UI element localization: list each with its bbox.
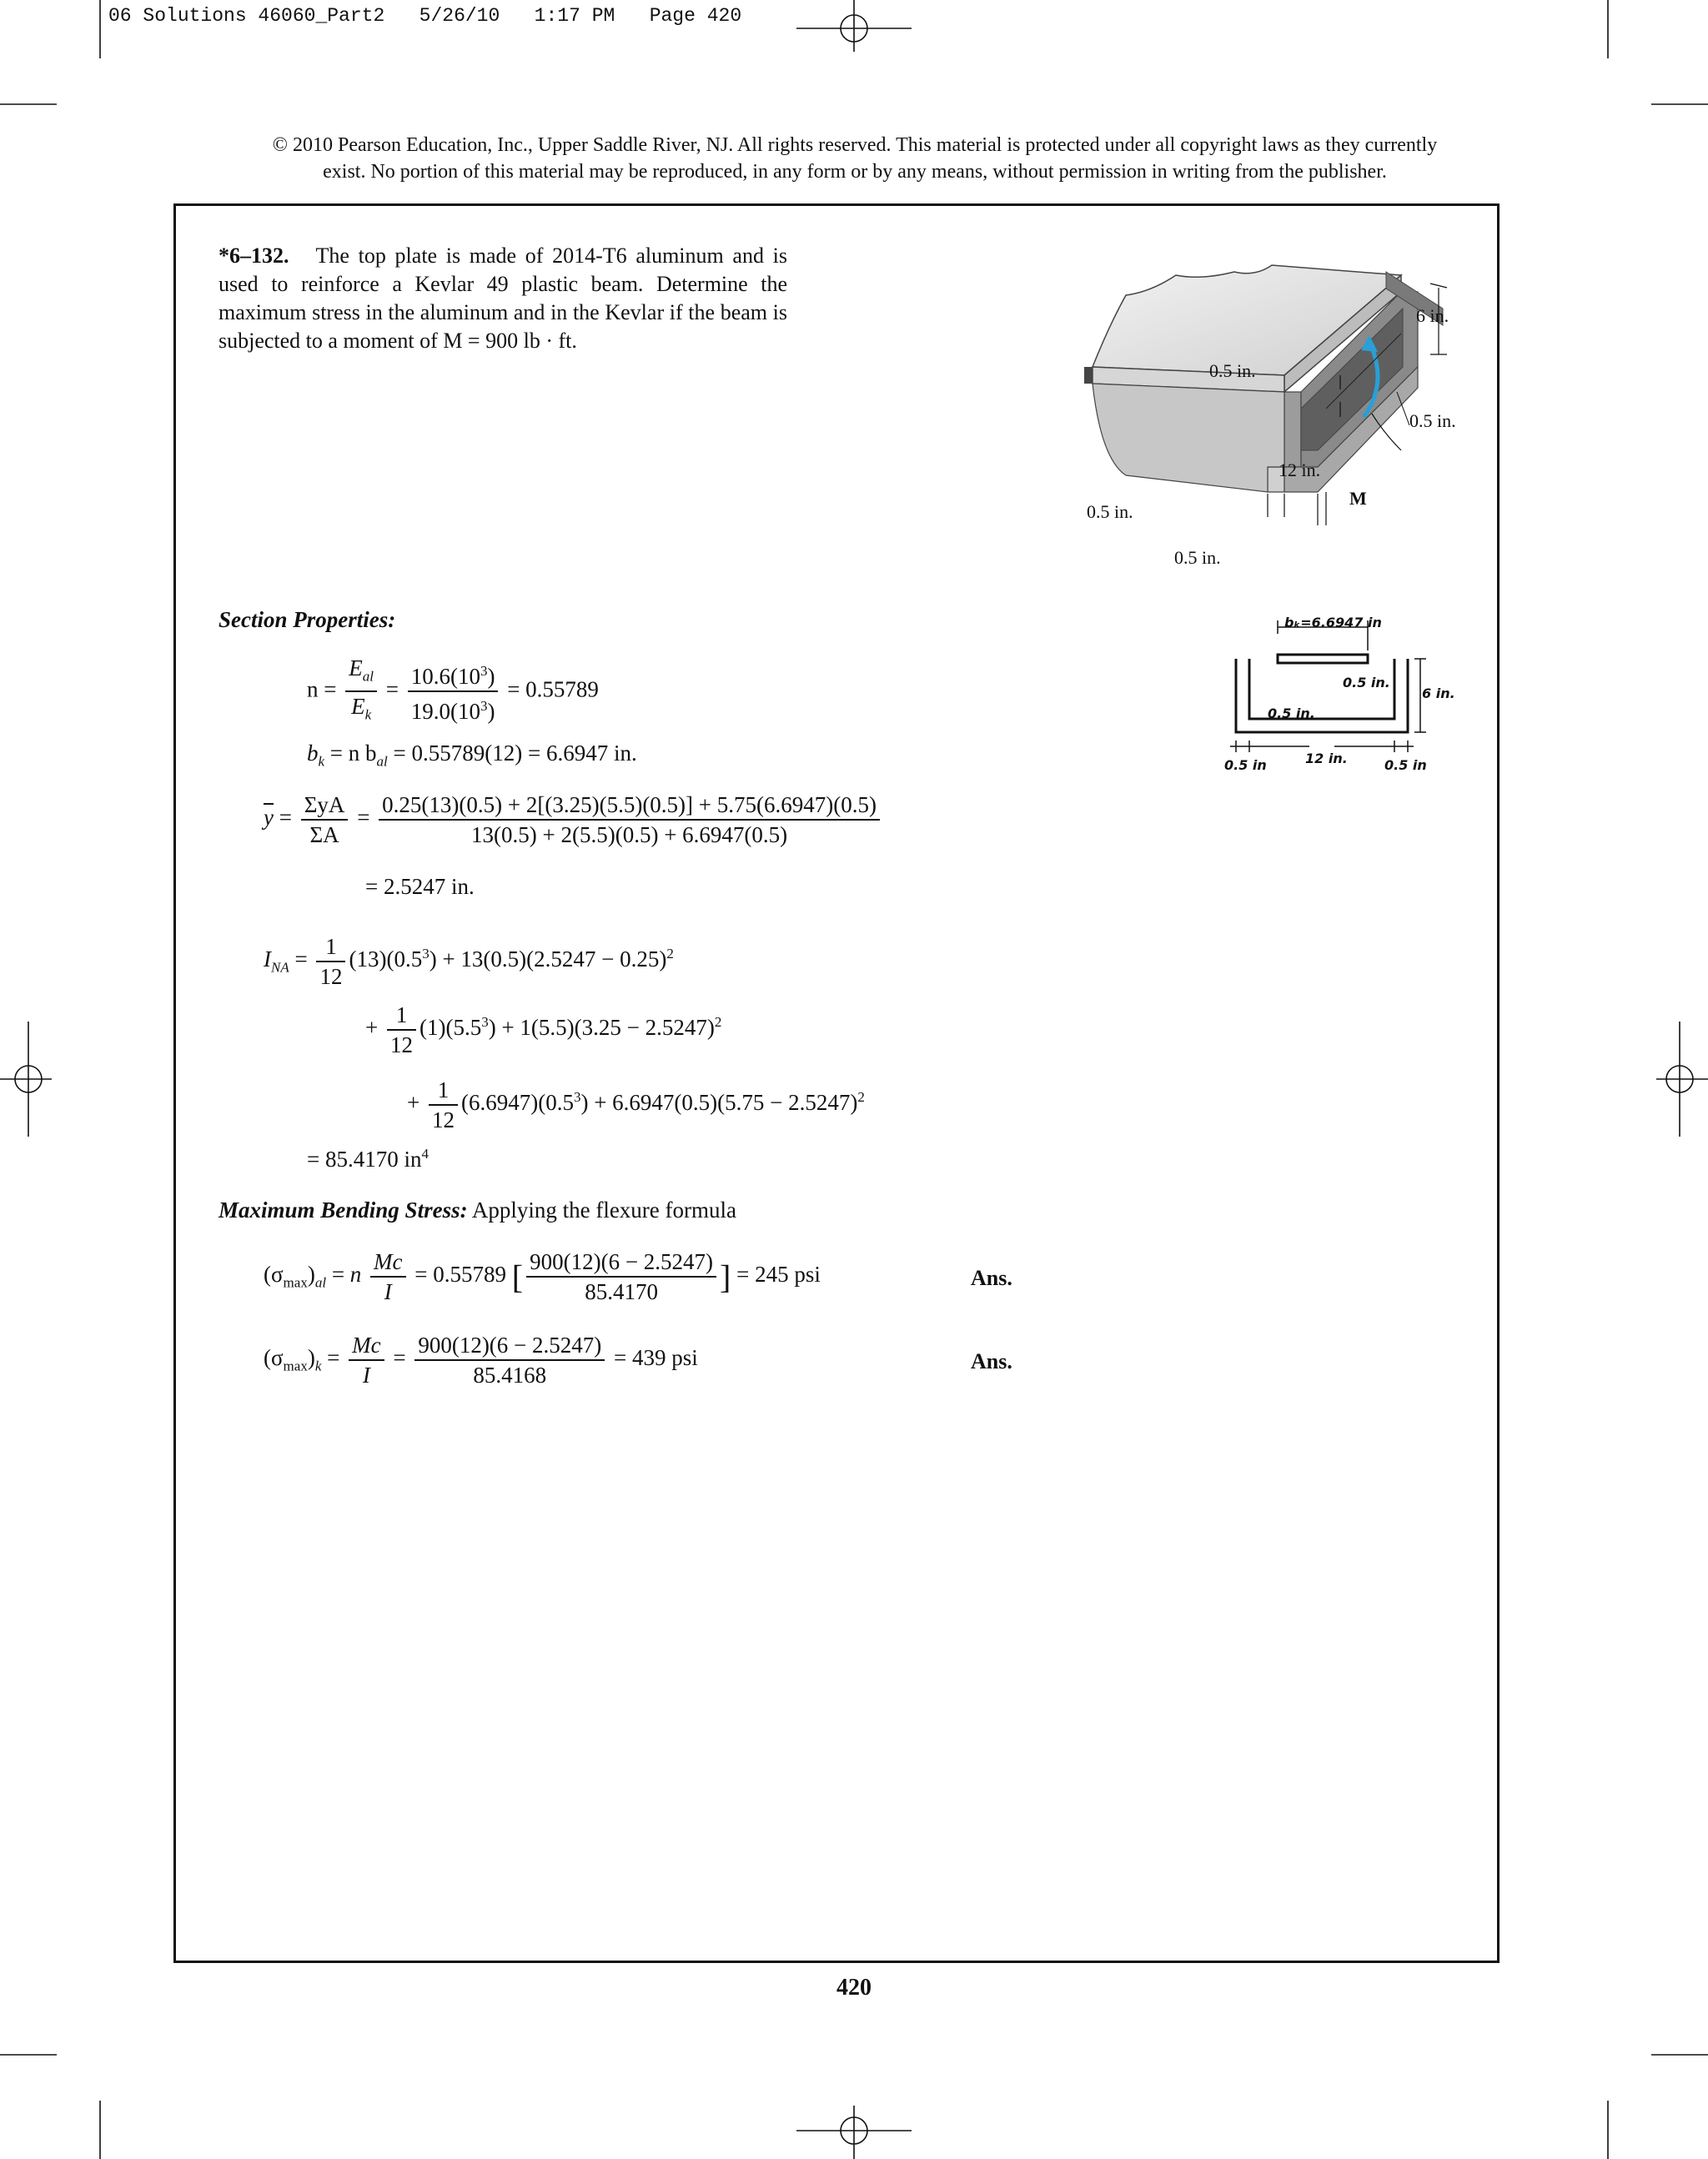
dim-0-5in-bottom: 0.5 in. bbox=[1174, 547, 1221, 568]
sigma-k-equation: $(\sigma_{max})_k$ = $\frac{Mc}{I}$ = $\frac{900(12)(6 - 2.5247)}{85.4168}$ = 439 psi bbox=[264, 1333, 698, 1388]
page-number: 420 bbox=[836, 1975, 872, 2001]
problem-statement bbox=[219, 242, 787, 355]
ybar-equation: $\overline{y}$ = $\frac{\text{ΣyA}}{\Sigma A}$ = $\frac{0.25(13)(0.5) + 2[(3.25)(5.5)(0.5)] + 5.75(6.6947)(0.5)}{13(0.5) + 2(5.5)(0.5) + 6.6947(0.5)}$ bbox=[264, 791, 883, 849]
ina-line-1: $I_{NA}$ = $\frac{1}{12}$ $(13)(0.5^3) + 13(0.5)(2.5247 - 0.25)^2$ bbox=[264, 934, 674, 989]
sketch-left: 0.5 in bbox=[1224, 757, 1267, 773]
problem-number: *6–132. bbox=[219, 244, 289, 268]
slug-line: 06 Solutions 46060_Part2 5/26/10 1:17 PM Page 420 bbox=[108, 5, 742, 27]
problem-text: The top plate is made of 2014-T6 aluminum and is used to reinforce a Kevlar 49 plastic beam. Determine the maximum stress in the aluminum and in the Kevlar if the beam is subjected to a moment of M = 900 lb · ft. bbox=[219, 244, 787, 353]
sigma-al-equation: $(\sigma_{max})_{al} = n$ $\frac{Mc}{I}$ = 0.55789 [ $\frac{900(12)(6 - 2.5247)}{85.4170}$ ] = 245 psi bbox=[264, 1249, 821, 1304]
sketch-bk-label: bₖ=6.6947 in bbox=[1284, 615, 1382, 630]
stress-heading: Maximum Bending Stress: Applying the flexure formula bbox=[219, 1197, 737, 1223]
dim-0-5in-left: 0.5 in. bbox=[1087, 501, 1133, 522]
answer-label-2: Ans. bbox=[971, 1349, 1012, 1373]
dim-0-5in-top: 0.5 in. bbox=[1209, 360, 1256, 381]
dim-12in: 12 in. bbox=[1278, 459, 1321, 480]
copyright-line-2: exist. No portion of this material may be reproduced, in any form or by any means, without permission in writing from the publisher. bbox=[323, 161, 1387, 183]
dim-6in: 6 in. bbox=[1416, 305, 1449, 326]
ina-line-3: + $\frac{1}{12}$ $(6.6947)(0.5^3) + 6.6947(0.5)(5.75 - 2.5247)^2$ bbox=[407, 1077, 865, 1132]
moment-label: M bbox=[1349, 488, 1367, 509]
section-heading: Section Properties: bbox=[219, 607, 396, 632]
sketch-0-5-inner: 0.5 in. bbox=[1268, 705, 1315, 721]
dim-0-5in-right: 0.5 in. bbox=[1409, 410, 1456, 431]
n-equation: n = $\frac{E_{al}}{E_k}$ = $\frac{10.6(10^3)}{19.0(10^3)}$ = 0.55789 bbox=[307, 655, 599, 725]
copyright-line-1: © 2010 Pearson Education, Inc., Upper Saddle River, NJ. All rights reserved. This material is protected under all copyright laws as they currently bbox=[272, 134, 1438, 156]
copyright-notice bbox=[167, 132, 1543, 185]
beam-figure bbox=[1076, 242, 1476, 575]
ina-line-2: + $\frac{1}{12}$ $(1)(5.5^3) + 1(5.5)(3.25 - 2.5247)^2$ bbox=[365, 1002, 722, 1057]
sketch-0-5-top: 0.5 in. bbox=[1343, 675, 1390, 690]
sketch-width: 12 in. bbox=[1305, 751, 1348, 766]
sketch-height: 6 in. bbox=[1422, 685, 1455, 701]
ybar-result: = 2.5247 in. bbox=[365, 874, 475, 899]
ina-result: = 85.4170 $in^4$ bbox=[307, 1146, 429, 1172]
sketch-right: 0.5 in bbox=[1384, 757, 1427, 773]
answer-label-1: Ans. bbox=[971, 1266, 1012, 1290]
bk-equation: $b_k = n$ $b_{al} = 0.55789(12) = 6.6947$ in. bbox=[307, 741, 637, 770]
